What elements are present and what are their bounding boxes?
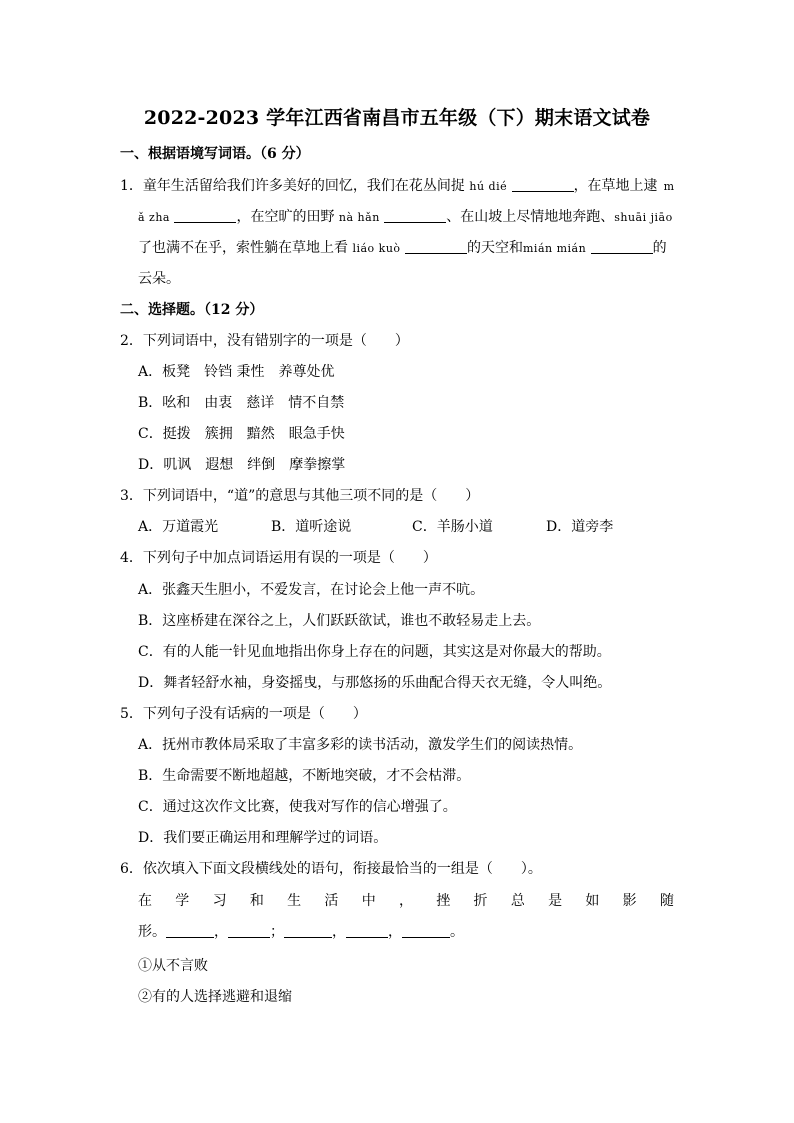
passage-punct: ， [332, 924, 346, 940]
answer-blank[interactable] [512, 177, 574, 192]
passage-char: 习 [212, 893, 227, 909]
q1-text: ，在草地上逮 [573, 178, 658, 194]
q6-passage-line1 [138, 891, 674, 911]
q4-stem: 4．下列句子中加点词语运用有误的一项是（ ） [120, 550, 437, 566]
passage-punct: ； [270, 924, 284, 940]
q3-option-c[interactable]: C．羊肠小道 [412, 519, 493, 535]
q5-option-c[interactable]: C．通过这次作文比赛，使我对写作的信心增强了。 [138, 799, 457, 815]
passage-punct: 。 [450, 924, 464, 940]
answer-blank[interactable] [284, 923, 332, 938]
q3-stem: 3．下列词语中，“道”的意思与其他三项不同的是（ ） [120, 488, 480, 504]
q4-option-a[interactable]: A．张鑫天生胆小，不爱发言，在讨论会上他一声不吭。 [138, 582, 485, 598]
q1-text: 、在山坡上尽情地地奔跑、 [446, 209, 615, 225]
section2-heading: 二、选择题。（12 分） [120, 302, 264, 318]
q3-option-d[interactable]: D．道旁李 [546, 519, 614, 535]
q1-line4: 云朵。 [138, 271, 180, 287]
passage-char: 学 [175, 893, 190, 909]
q1-text: 1．童年生活留给我们许多美好的回忆，我们在花丛间捉 [120, 178, 465, 194]
pinyin-mianmian: mián mián [523, 242, 587, 255]
answer-blank[interactable] [228, 923, 270, 938]
answer-blank[interactable] [402, 923, 450, 938]
passage-char: 影 [622, 893, 637, 909]
passage-char: 是 [548, 893, 563, 909]
answer-blank[interactable] [166, 923, 214, 938]
pinyin-shuaijiao: shuāi jiāo [614, 211, 673, 224]
passage-char: 随 [659, 893, 674, 909]
q6-item-1: ①从不言败 [138, 958, 208, 974]
q1-line2 [138, 207, 673, 228]
q2-option-a[interactable]: A．板凳 铃铛 秉性 养尊处优 [138, 364, 335, 380]
q1-text: ，在空旷的田野 [236, 209, 335, 225]
q1-text: 了也满不在乎，索性躺在草地上看 [138, 240, 348, 256]
pinyin-hudie: hú dié [469, 180, 508, 193]
q2-option-b[interactable]: B．吆和 由衷 慈详 情不自禁 [138, 395, 345, 411]
passage-char: ， [398, 893, 413, 909]
pinyin-liaokuo: liáo kuò [352, 242, 401, 255]
answer-blank[interactable] [346, 923, 388, 938]
passage-char: 活 [324, 893, 339, 909]
answer-blank[interactable] [591, 239, 653, 254]
q2-option-d[interactable]: D．叽讽 遐想 绊倒 摩拳擦掌 [138, 457, 346, 473]
answer-blank[interactable] [174, 208, 236, 223]
passage-char: 中 [361, 893, 376, 909]
q6-passage-line2 [138, 922, 464, 942]
q5-option-a[interactable]: A．抚州市教体局采取了丰富多彩的读书活动，激发学生们的阅读热情。 [138, 737, 583, 753]
q6-item-2: ②有的人选择逃避和退缩 [138, 989, 292, 1005]
passage-char: 在 [138, 893, 152, 909]
passage-char: 总 [510, 893, 525, 909]
answer-blank[interactable] [405, 239, 467, 254]
passage-char: 折 [473, 893, 488, 909]
q1-line3 [138, 238, 667, 259]
q5-option-d[interactable]: D．我们要正确运用和理解学过的词语。 [138, 830, 388, 846]
passage-char: 挫 [436, 893, 451, 909]
pinyin-mazha-end: ǎ zha [138, 211, 170, 224]
passage-char: 如 [585, 893, 600, 909]
q4-option-b[interactable]: B．这座桥建在深谷之上，人们跃跃欲试，谁也不敢轻易走上去。 [138, 613, 541, 629]
passage-punct: ， [388, 924, 402, 940]
q4-option-d[interactable]: D．舞者轻舒水袖，身姿摇曳，与那悠扬的乐曲配合得天衣无缝，令人叫绝。 [138, 675, 612, 691]
passage-char: 生 [287, 893, 302, 909]
passage-char: 和 [249, 893, 264, 909]
q3-option-a[interactable]: A．万道霞光 [138, 519, 219, 535]
q5-stem: 5．下列句子没有话病的一项是（ ） [120, 706, 367, 722]
passage-punct: ， [214, 924, 228, 940]
page-title: 2022-2023 学年江西省南昌市五年级（下）期末语文试卷 [143, 107, 651, 129]
q1-line1 [120, 176, 675, 197]
q1-text: 的 [652, 240, 667, 256]
q6-stem: 6．依次填入下面文段横线处的语句，衔接最恰当的一组是（ ）。 [120, 861, 542, 877]
q4-option-c[interactable]: C．有的人能一针见血地指出你身上存在的问题，其实这是对你最大的帮助。 [138, 644, 611, 660]
q1-text: 的天空和 [467, 240, 523, 256]
pinyin-nahan: nà hǎn [338, 211, 380, 224]
q5-option-b[interactable]: B．生命需要不断地超越，不断地突破，才不会枯滞。 [138, 768, 471, 784]
q2-stem: 2．下列词语中，没有错别字的一项是（ ） [120, 333, 409, 349]
pinyin-mazha-start: m [663, 180, 675, 193]
answer-blank[interactable] [384, 208, 446, 223]
q3-option-b[interactable]: B．道听途说 [271, 519, 352, 535]
q2-option-c[interactable]: C．挺拨 簇拥 黯然 眼急手快 [138, 426, 345, 442]
passage-text: 形。 [138, 924, 166, 940]
section1-heading: 一、根据语境写词语。（6 分） [120, 146, 310, 162]
